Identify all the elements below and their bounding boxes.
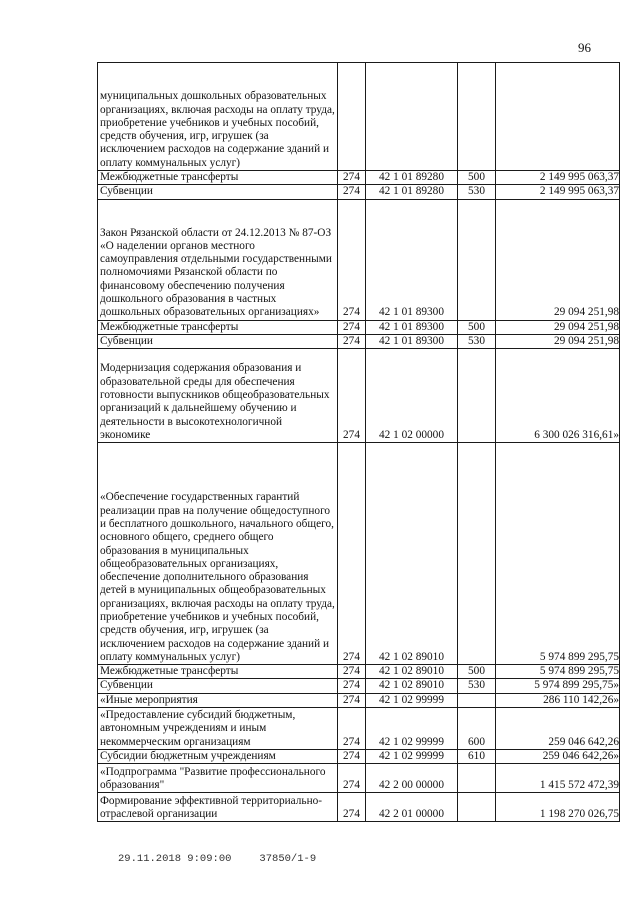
- row-csr: 42 1 02 99999: [366, 708, 458, 750]
- row-csr: 42 1 02 00000: [366, 349, 458, 443]
- row-gr: 274: [338, 185, 366, 199]
- row-name: «Предоставление субсидий бюджетным, автономным учреждениям и иным некоммерческим организациям: [98, 708, 338, 750]
- row-vr: [458, 764, 496, 793]
- table-row: [98, 443, 620, 665]
- row-csr: 42 1 01 89300: [366, 320, 458, 334]
- row-gr: 274: [338, 693, 366, 707]
- row-csr: 42 1 02 89010: [366, 679, 458, 693]
- footer-doc-code: 37850/1-9: [259, 853, 317, 865]
- row-sum: 259 046 642,26»: [496, 750, 620, 764]
- row-gr: 274: [338, 334, 366, 348]
- row-gr: 274: [338, 199, 366, 320]
- row-csr: 42 2 01 00000: [366, 793, 458, 822]
- table-row: [98, 665, 620, 679]
- row-name: Закон Рязанской области от 24.12.2013 № 87-ОЗ «О наделении органов местного самоуправления отдельными государственными полномочиями Рязанской области по финансовому обеспечению получения дошкольного образования в частных дошкольных образовательных организациях»: [98, 199, 338, 320]
- row-vr: [458, 63, 496, 171]
- row-gr: 274: [338, 349, 366, 443]
- row-vr: 500: [458, 665, 496, 679]
- row-gr: 274: [338, 679, 366, 693]
- row-vr: 530: [458, 334, 496, 348]
- row-vr: [458, 693, 496, 707]
- row-gr: 274: [338, 764, 366, 793]
- table-row: [98, 708, 620, 750]
- row-sum: 259 046 642,26: [496, 708, 620, 750]
- row-name: Субсидии бюджетным учреждениям: [98, 750, 338, 764]
- row-gr: 274: [338, 171, 366, 185]
- table-row: [98, 171, 620, 185]
- row-name: Формирование эффективной территориально-отраслевой организации: [98, 793, 338, 822]
- row-sum: 2 149 995 063,37: [496, 185, 620, 199]
- row-csr: 42 1 02 99999: [366, 750, 458, 764]
- row-name: муниципальных дошкольных образовательных организациях, включая расходы на оплату труда, приобретение учебников и учебных пособий, средств обучения, игр, игрушек (за исключением расходов на содержание зданий и оплату коммунальных услуг): [98, 63, 338, 171]
- row-gr: [338, 63, 366, 171]
- page-number: 96: [578, 40, 591, 55]
- table-row: [98, 349, 620, 443]
- row-sum: 6 300 026 316,61»: [496, 349, 620, 443]
- row-gr: 274: [338, 443, 366, 665]
- row-name: Межбюджетные трансферты: [98, 665, 338, 679]
- row-gr: 274: [338, 708, 366, 750]
- row-name: Субвенции: [98, 185, 338, 199]
- row-name: Субвенции: [98, 679, 338, 693]
- budget-table: [97, 62, 620, 822]
- row-csr: 42 1 02 89010: [366, 665, 458, 679]
- table-row: [98, 63, 620, 171]
- row-vr: [458, 199, 496, 320]
- row-name: Межбюджетные трансферты: [98, 171, 338, 185]
- row-csr: 42 1 02 99999: [366, 693, 458, 707]
- row-vr: [458, 349, 496, 443]
- table-row: [98, 199, 620, 320]
- row-gr: 274: [338, 320, 366, 334]
- table-body: [98, 63, 620, 822]
- footer: [118, 853, 316, 865]
- table-row: [98, 185, 620, 199]
- row-csr: 42 1 01 89300: [366, 334, 458, 348]
- row-name: «Иные мероприятия: [98, 693, 338, 707]
- table-row: [98, 764, 620, 793]
- table-row: [98, 320, 620, 334]
- row-vr: 500: [458, 171, 496, 185]
- row-name: Модернизация содержания образования и образовательной среды для обеспечения готовности выпускников общеобразовательных организаций к дальнейшему обучению и деятельности в высокотехнологичной экономике: [98, 349, 338, 443]
- row-name: «Обеспечение государственных гарантий реализации прав на получение общедоступного и бесплатного дошкольного, начального общего, основного общего, среднего общего образования в муниципальных общеобразовательных организациях, обеспечение дополнительного образования детей в муниципальных общеобразовательных организациях, включая расходы на оплату труда, приобретение учебников и учебных пособий, средств обучения, игр, игрушек (за исключением расходов на содержание зданий и оплату коммунальных услуг): [98, 443, 338, 665]
- row-csr: 42 1 02 89010: [366, 443, 458, 665]
- row-sum: 2 149 995 063,37: [496, 171, 620, 185]
- row-csr: 42 1 01 89280: [366, 171, 458, 185]
- row-csr: 42 1 01 89300: [366, 199, 458, 320]
- row-vr: 530: [458, 679, 496, 693]
- row-csr: 42 2 00 00000: [366, 764, 458, 793]
- row-vr: 530: [458, 185, 496, 199]
- row-name: «Подпрограмма "Развитие профессионального образования": [98, 764, 338, 793]
- row-sum: [496, 63, 620, 171]
- table-row: [98, 679, 620, 693]
- row-sum: 29 094 251,98: [496, 334, 620, 348]
- table-row: [98, 750, 620, 764]
- table-row: [98, 334, 620, 348]
- row-sum: 5 974 899 295,75: [496, 665, 620, 679]
- footer-timestamp: 29.11.2018 9:09:00: [118, 853, 232, 865]
- row-gr: 274: [338, 750, 366, 764]
- row-vr: 500: [458, 320, 496, 334]
- row-sum: 286 110 142,26»: [496, 693, 620, 707]
- row-gr: 274: [338, 665, 366, 679]
- row-vr: [458, 443, 496, 665]
- row-sum: 5 974 899 295,75»: [496, 679, 620, 693]
- row-sum: 29 094 251,98: [496, 320, 620, 334]
- row-sum: 1 415 572 472,39: [496, 764, 620, 793]
- row-name: Межбюджетные трансферты: [98, 320, 338, 334]
- row-sum: 1 198 270 026,75: [496, 793, 620, 822]
- row-vr: 600: [458, 708, 496, 750]
- table-row: [98, 793, 620, 822]
- row-csr: [366, 63, 458, 171]
- row-gr: 274: [338, 793, 366, 822]
- row-csr: 42 1 01 89280: [366, 185, 458, 199]
- row-sum: 5 974 899 295,75: [496, 443, 620, 665]
- row-vr: 610: [458, 750, 496, 764]
- row-name: Субвенции: [98, 334, 338, 348]
- row-sum: 29 094 251,98: [496, 199, 620, 320]
- table-row: [98, 693, 620, 707]
- row-vr: [458, 793, 496, 822]
